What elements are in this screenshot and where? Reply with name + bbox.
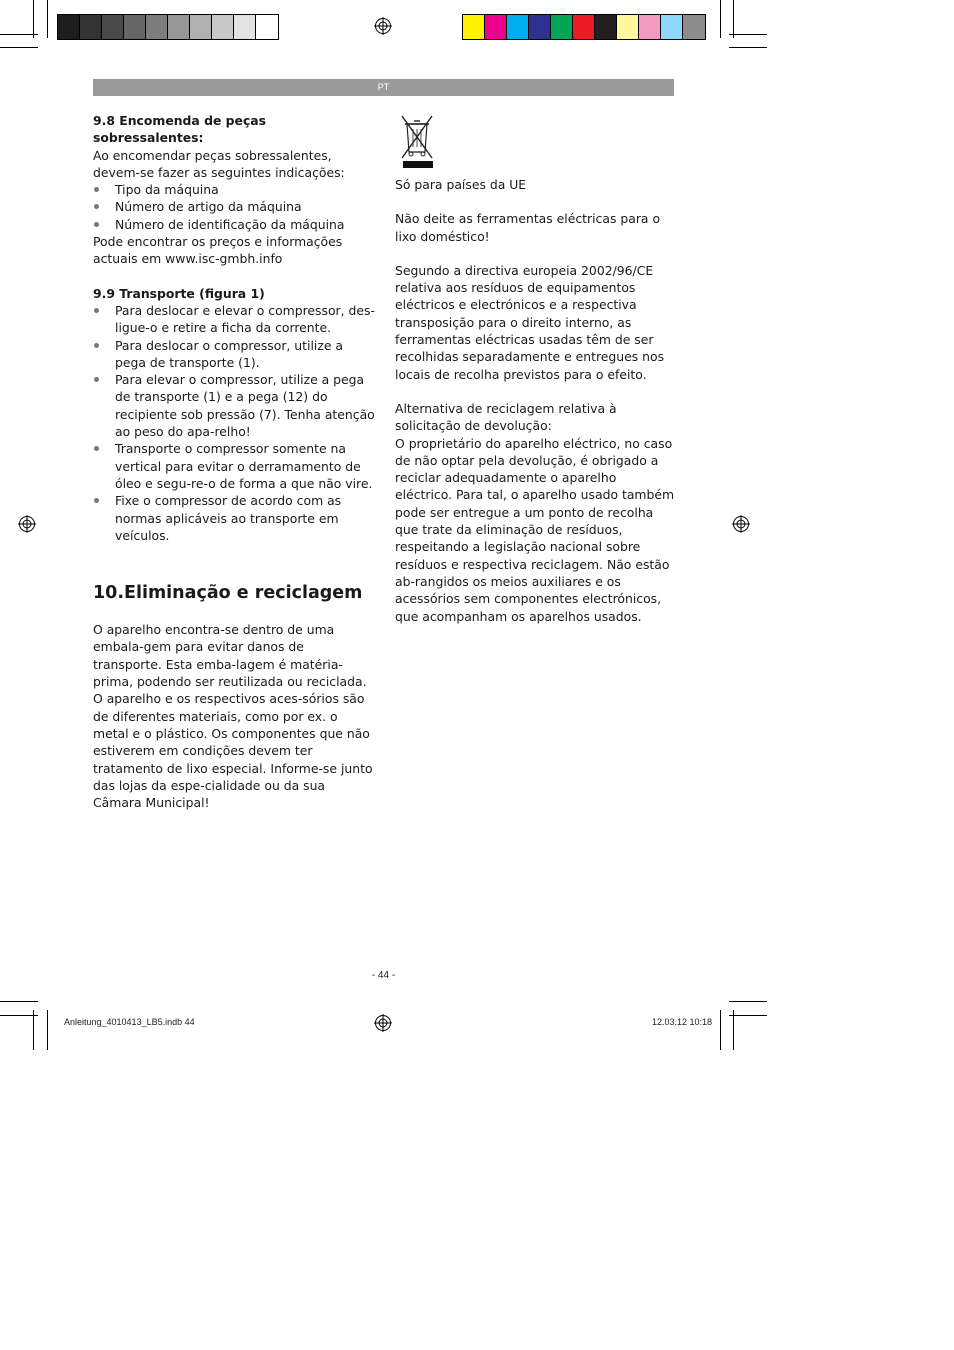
crop-mark bbox=[0, 1001, 38, 1002]
color-swatch bbox=[168, 15, 190, 39]
crop-mark bbox=[729, 34, 767, 35]
registration-mark-icon bbox=[374, 1014, 392, 1032]
list-item: Fixe o compressor de acordo com as normas aplicáveis ao transporte em veículos. bbox=[93, 492, 375, 544]
crop-mark bbox=[0, 47, 38, 48]
language-header-bar: PT bbox=[93, 79, 674, 96]
color-swatch bbox=[80, 15, 102, 39]
list-item: Para deslocar o compressor, utilize a pega de transporte (1). bbox=[93, 337, 375, 372]
section-10-text: O aparelho encontra-se dentro de uma embala-gem para evitar danos de transporte. Esta emba-lagem é matéria-prima, podendo ser reutilizada ou reciclada. O aparelho e os respectivos aces-sórios são de diferentes materiais, como por ex. o metal e o plástico. Os componentes que não estiverem em condições devem ter tratamento de lixo especial. Informe-se junto das lojas da espe-cialidade ou da sua Câmara Municipal! bbox=[93, 622, 373, 811]
process-color-bar bbox=[462, 14, 706, 40]
section-9-9-heading: 9.9 Transporte (figura 1) bbox=[93, 285, 265, 301]
no-household-waste-text: Não deite as ferramentas eléctricas para o lixo doméstico! bbox=[395, 211, 661, 244]
color-swatch bbox=[190, 15, 212, 39]
color-swatch bbox=[58, 15, 80, 39]
section-10-heading: 10.Eliminação e reciclagem bbox=[93, 583, 363, 604]
color-swatch bbox=[146, 15, 168, 39]
alternative-recycling-heading: Alternativa de reciclagem relativa à solicitação de devolução: bbox=[395, 400, 617, 434]
color-swatch bbox=[256, 15, 278, 39]
color-swatch bbox=[551, 15, 573, 39]
footer-date-time: 12.03.12 10:18 bbox=[651, 1017, 712, 1027]
list-item: Tipo da máquina bbox=[93, 181, 375, 198]
crop-mark bbox=[33, 1010, 34, 1050]
color-swatch bbox=[234, 15, 256, 39]
right-column bbox=[395, 112, 677, 625]
transport-list bbox=[93, 302, 375, 544]
section-9-8-heading: 9.8 Encomenda de peças sobressalentes: bbox=[93, 113, 267, 146]
list-item: Para deslocar e elevar o compressor, des-ligue-o e retire a ficha da corrente. bbox=[93, 302, 375, 337]
crop-mark bbox=[733, 0, 734, 38]
section-9-8-outro: Pode encontrar os preços e informações actuais em www.isc-gmbh.info bbox=[93, 234, 343, 267]
color-swatch bbox=[124, 15, 146, 39]
eu-only-text: Só para países da UE bbox=[395, 177, 527, 192]
color-swatch bbox=[485, 15, 507, 39]
crop-mark bbox=[47, 0, 48, 38]
registration-mark-icon bbox=[374, 17, 392, 35]
color-swatch bbox=[639, 15, 661, 39]
color-swatch bbox=[661, 15, 683, 39]
list-item: Número de identificação da máquina bbox=[93, 216, 375, 233]
grayscale-color-bar bbox=[57, 14, 279, 40]
color-swatch bbox=[617, 15, 639, 39]
crop-mark bbox=[729, 47, 767, 48]
crossed-out-wheelie-bin-icon bbox=[398, 112, 436, 170]
color-swatch bbox=[463, 15, 485, 39]
registration-mark-icon bbox=[732, 515, 750, 533]
color-swatch bbox=[683, 15, 705, 39]
spare-parts-list bbox=[93, 181, 375, 233]
list-item: Número de artigo da máquina bbox=[93, 198, 375, 215]
list-item: Para elevar o compressor, utilize a pega de transporte (1) e a pega (12) do recipiente sob pressão (7). Tenha atenção ao peso do apa-relho! bbox=[93, 371, 375, 440]
page-number: - 44 - bbox=[371, 970, 396, 981]
color-swatch bbox=[102, 15, 124, 39]
color-swatch bbox=[595, 15, 617, 39]
crop-mark bbox=[733, 1010, 734, 1050]
color-swatch bbox=[573, 15, 595, 39]
alternative-recycling-text: O proprietário do aparelho eléctrico, no caso de não optar pela devolução, é obrigado a reciclar adequadamente o aparelho eléctrico. Para tal, o aparelho usado também pode ser entregue a um ponto de recolha que trate da eliminação de resíduos, respeitando a legislação nacional sobre resíduos e respectiva reciclagem. Não estão ab-rangidos os meios auxiliares e os acessórios sem componentes electrónicos, que acompanham os aparelhos usados. bbox=[395, 435, 675, 624]
crop-mark bbox=[720, 1010, 721, 1050]
directive-text: Segundo a directiva europeia 2002/96/CE relativa aos resíduos de equipamentos eléctricos e electrónicos e a respectiva transposição para o direito interno, as ferramentas eléctricas usadas têm de ser recolhidas separadamente e entregues nos locais de recolha previstos para o efeito. bbox=[395, 262, 665, 382]
section-9-8-intro: Ao encomendar peças sobressalentes, devem-se fazer as seguintes indicações: bbox=[93, 147, 345, 180]
registration-mark-icon bbox=[18, 515, 36, 533]
footer-file-name: Anleitung_4010413_LB5.indb 44 bbox=[64, 1017, 195, 1027]
crop-mark bbox=[729, 1015, 767, 1016]
crop-mark bbox=[47, 1010, 48, 1050]
crop-mark bbox=[0, 1015, 38, 1016]
crop-mark bbox=[729, 1001, 767, 1002]
color-swatch bbox=[529, 15, 551, 39]
left-column bbox=[93, 112, 375, 811]
color-swatch bbox=[507, 15, 529, 39]
crop-mark bbox=[0, 34, 38, 35]
crop-mark bbox=[33, 0, 34, 38]
crop-mark bbox=[720, 0, 721, 38]
color-swatch bbox=[212, 15, 234, 39]
list-item: Transporte o compressor somente na vertical para evitar o derramamento de óleo e segu-re-o de forma a que não vire. bbox=[93, 440, 375, 492]
